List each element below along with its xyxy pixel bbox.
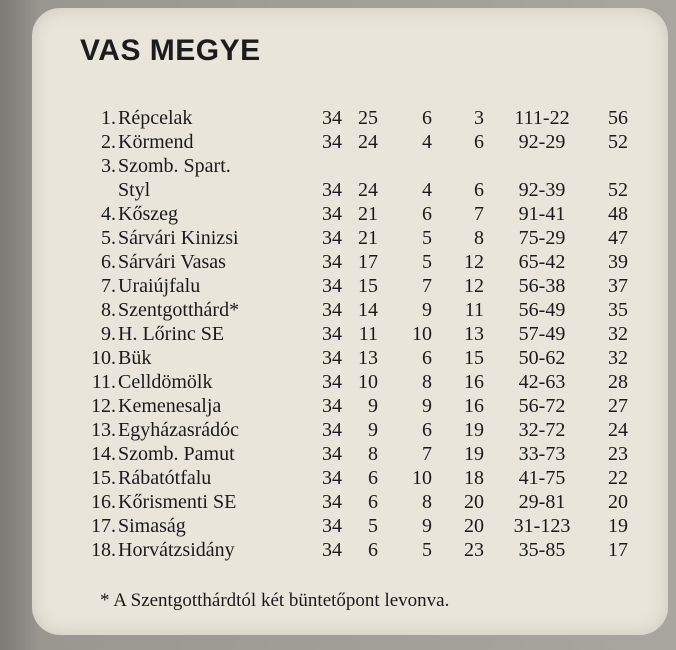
drawn-cell: 7 [422,443,432,465]
team-name-cell: H. Lőrinc SE [118,323,225,345]
drawn-cell: 8 [422,371,432,393]
table-row [0,346,676,370]
goals-cell: 56-38 [518,275,566,297]
points-cell: 32 [608,347,628,369]
rank-cell: 9. [101,323,116,345]
points-cell: 32 [608,323,628,345]
points-cell: 23 [608,443,628,465]
team-name-cell: Sárvári Kinizsi [118,227,239,249]
rank-cell: 8. [101,299,116,321]
won-cell: 6 [368,467,378,489]
drawn-cell: 10 [412,467,432,489]
points-cell: 28 [608,371,628,393]
team-name-cell: Kőszeg [118,203,178,225]
won-cell: 14 [358,299,378,321]
team-name-cell: Répcelak [118,107,193,129]
drawn-cell: 5 [422,251,432,273]
played-cell: 34 [322,443,342,465]
team-name-cell: Rábatótfalu [118,467,212,489]
played-cell: 34 [322,515,342,537]
lost-cell: 16 [464,395,484,417]
table-row [0,202,676,226]
table-row [0,226,676,250]
played-cell: 34 [322,275,342,297]
table-row [0,106,676,130]
lost-cell: 6 [474,179,484,201]
lost-cell: 13 [464,323,484,345]
rank-cell: 16. [91,491,116,513]
won-cell: 24 [358,131,378,153]
rank-cell: 17. [91,515,116,537]
points-cell: 22 [608,467,628,489]
lost-cell: 20 [464,515,484,537]
team-name-cell: Szomb. Spart. [118,155,231,177]
rank-cell: 1. [101,107,116,129]
won-cell: 15 [358,275,378,297]
played-cell: 34 [322,179,342,201]
goals-cell: 75-29 [518,227,566,249]
lost-cell: 19 [464,419,484,441]
goals-cell: 42-63 [518,371,566,393]
won-cell: 17 [358,251,378,273]
rank-cell: 13. [91,419,116,441]
played-cell: 34 [322,323,342,345]
played-cell: 34 [322,491,342,513]
drawn-cell: 6 [422,419,432,441]
drawn-cell: 9 [422,515,432,537]
points-cell: 56 [608,107,628,129]
rank-cell: 5. [101,227,116,249]
team-name-cell: Kemenesalja [118,395,222,417]
lost-cell: 8 [474,227,484,249]
points-cell: 47 [608,227,628,249]
drawn-cell: 5 [422,539,432,561]
goals-cell: 92-29 [518,131,566,153]
table-row [0,466,676,490]
won-cell: 8 [368,443,378,465]
table-row [0,274,676,298]
team-name-cell: Egyházasrádóc [118,419,240,441]
won-cell: 10 [358,371,378,393]
drawn-cell: 6 [422,203,432,225]
goals-cell: 57-49 [518,323,566,345]
table-row [0,442,676,466]
drawn-cell: 7 [422,275,432,297]
table-row [0,130,676,154]
rank-cell: 15. [91,467,116,489]
lost-cell: 16 [464,371,484,393]
played-cell: 34 [322,371,342,393]
table-row [0,418,676,442]
drawn-cell: 5 [422,227,432,249]
points-cell: 27 [608,395,628,417]
points-cell: 48 [608,203,628,225]
points-cell: 37 [608,275,628,297]
team-name-cell: Horvátzsidány [118,539,235,561]
played-cell: 34 [322,131,342,153]
team-name-cell: Simaság [118,515,186,537]
goals-cell: 56-49 [518,299,566,321]
played-cell: 34 [322,227,342,249]
team-name-cell: Styl [118,179,151,201]
goals-cell: 111-22 [514,107,570,129]
goals-cell: 50-62 [518,347,566,369]
footnote: * A Szentgotthárdtól két büntetőpont levonva. [100,590,450,611]
won-cell: 9 [368,395,378,417]
won-cell: 21 [358,227,378,249]
drawn-cell: 4 [422,131,432,153]
goals-cell: 29-81 [518,491,566,513]
goals-cell: 32-72 [518,419,566,441]
lost-cell: 7 [474,203,484,225]
goals-cell: 41-75 [518,467,566,489]
table-row [0,370,676,394]
goals-cell: 31-123 [513,515,571,537]
drawn-cell: 9 [422,395,432,417]
points-cell: 20 [608,491,628,513]
points-cell: 19 [608,515,628,537]
team-name-cell: Celldömölk [118,371,213,393]
rank-cell: 10. [91,347,116,369]
table-row [0,298,676,322]
team-name-cell: Bük [118,347,152,369]
points-cell: 35 [608,299,628,321]
played-cell: 34 [322,107,342,129]
won-cell: 6 [368,539,378,561]
played-cell: 34 [322,419,342,441]
lost-cell: 11 [464,299,484,321]
won-cell: 25 [358,107,378,129]
drawn-cell: 4 [422,179,432,201]
points-cell: 24 [608,419,628,441]
lost-cell: 18 [464,467,484,489]
table-row [0,322,676,346]
won-cell: 11 [358,323,378,345]
points-cell: 17 [608,539,628,561]
page-title: VAS MEGYE [80,34,261,67]
points-cell: 39 [608,251,628,273]
drawn-cell: 9 [422,299,432,321]
rank-cell: 12. [91,395,116,417]
points-cell: 52 [608,131,628,153]
won-cell: 6 [368,491,378,513]
played-cell: 34 [322,347,342,369]
team-name-cell: Kőrismenti SE [118,491,237,513]
played-cell: 34 [322,299,342,321]
goals-cell: 65-42 [518,251,566,273]
team-name-cell: Szomb. Pamut [118,443,235,465]
played-cell: 34 [322,251,342,273]
lost-cell: 20 [464,491,484,513]
played-cell: 34 [322,467,342,489]
rank-cell: 6. [101,251,116,273]
lost-cell: 12 [464,251,484,273]
rank-cell: 4. [101,203,116,225]
table-row [0,154,676,178]
team-name-cell: Szentgotthárd* [118,299,240,321]
rank-cell: 7. [101,275,116,297]
won-cell: 13 [358,347,378,369]
goals-cell: 33-73 [518,443,566,465]
drawn-cell: 6 [422,107,432,129]
rank-cell: 11. [91,371,116,393]
played-cell: 34 [322,539,342,561]
table-row [0,514,676,538]
lost-cell: 19 [464,443,484,465]
rank-cell: 14. [91,443,116,465]
lost-cell: 23 [464,539,484,561]
drawn-cell: 6 [422,347,432,369]
rank-cell: 3. [101,155,116,177]
goals-cell: 92-39 [518,179,566,201]
lost-cell: 15 [464,347,484,369]
points-cell: 52 [608,179,628,201]
lost-cell: 3 [474,107,484,129]
goals-cell: 35-85 [518,539,566,561]
table-row [0,394,676,418]
team-name-cell: Sárvári Vasas [118,251,226,273]
goals-cell: 56-72 [518,395,566,417]
played-cell: 34 [322,395,342,417]
played-cell: 34 [322,203,342,225]
team-name-cell: Körmend [118,131,194,153]
drawn-cell: 10 [412,323,432,345]
won-cell: 24 [358,179,378,201]
goals-cell: 91-41 [518,203,566,225]
won-cell: 21 [358,203,378,225]
rank-cell: 2. [101,131,116,153]
lost-cell: 12 [464,275,484,297]
won-cell: 9 [368,419,378,441]
table-row [0,250,676,274]
lost-cell: 6 [474,131,484,153]
team-name-cell: Uraiújfalu [118,275,201,297]
won-cell: 5 [368,515,378,537]
drawn-cell: 8 [422,491,432,513]
rank-cell: 18. [91,539,116,561]
table-row [0,538,676,562]
table-row [0,490,676,514]
table-row-continuation [0,178,676,202]
